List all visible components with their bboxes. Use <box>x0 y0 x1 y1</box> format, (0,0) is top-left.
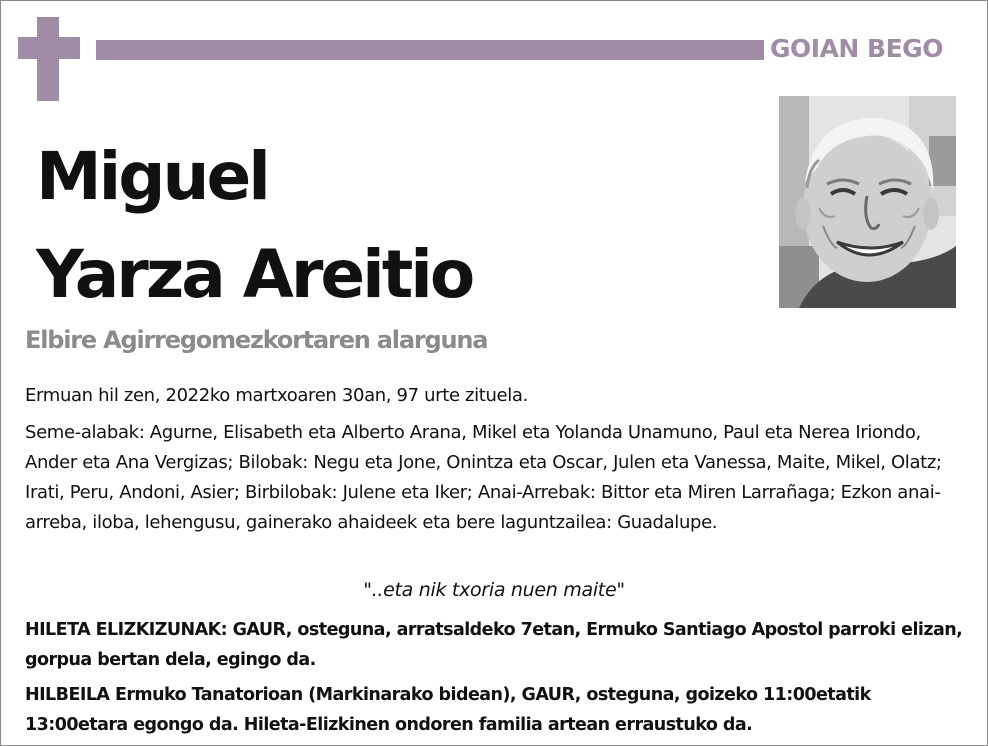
cross-vertical-bar <box>37 17 59 101</box>
death-announcement: Ermuan hil zen, 2022ko martxoaren 30an, 97 urte zituela. <box>25 385 528 406</box>
deceased-relation: Elbire Agirregomezkortaren alarguna <box>25 326 488 354</box>
wake-info: HILBEILA Ermuko Tanatorioan (Markinarako bidean), GAUR, osteguna, goizeko 11:00etatik 13:00etara egongo da. Hileta-Elizkinen ondoren familia artean erraustuko da. <box>25 685 871 735</box>
cross-horizontal-bar <box>18 37 80 59</box>
portrait-illustration <box>779 96 956 308</box>
header-label: GOIAN BEGO <box>770 34 943 63</box>
deceased-surnames: Yarza Areitio <box>36 236 473 313</box>
funeral-service-info: HILETA ELIZKIZUNAK: GAUR, osteguna, arratsaldeko 7etan, Ermuko Santiago Apostol parroki elizan, gorpua bertan dela, egingo da. <box>25 620 963 670</box>
header-divider-bar <box>96 40 764 60</box>
family-list: Seme-alabak: Agurne, Elisabeth eta Alberto Arana, Mikel eta Yolanda Unamuno, Paul eta Nerea Iriondo, Ander eta Ana Vergizas; Bilobak: Negu eta Jone, Onintza eta Oscar, Julen eta Vanessa, Maite, Mikel, Olatz; Irati, Peru, Andoni, Asier; Birbilobak: Julene eta Iker; Anai-Arrebak: Bittor eta Miren Larrañaga; Ezkon anai-arreba, iloba, lehengusu, gainerako ahaideek eta bere laguntzailea: Guadalupe. <box>25 422 942 533</box>
memorial-quote: "..eta nik txoria nuen maite" <box>363 579 625 601</box>
portrait-photo <box>779 96 956 308</box>
deceased-first-name: Miguel <box>36 138 268 215</box>
